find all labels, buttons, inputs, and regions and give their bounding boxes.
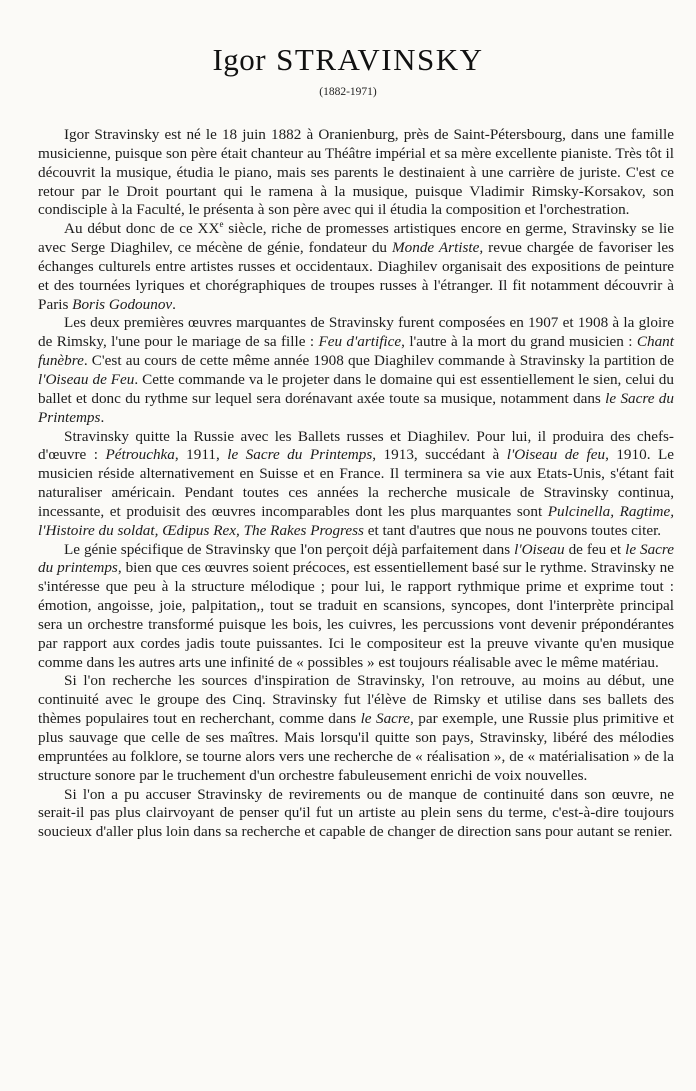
text-run: Le génie spécifique de Stravinsky que l'on perçoit déjà parfaitement dans [64, 540, 515, 558]
text-run: Si l'on recherche les sources d'inspiration de Stravinsky, l'on retrouve, au moins au début, une continuité avec le groupe des Cinq. Stravinsky fut l'élève de Rimsky et utilise dans ses ballets des thèmes populaires tout en recherchant, comme dans [38, 672, 674, 728]
title-first-name: Igor [212, 42, 267, 77]
italic-title: Chant funèbre [38, 333, 674, 370]
life-dates: (1882-1971) [319, 86, 377, 98]
italic-title: l'Oiseau de Feu [38, 370, 135, 388]
paragraph [38, 672, 674, 785]
text-run: revue chargée de favoriser les échanges culturels entre artistes russes et occidentaux. Diaghilev organisait des expositions de peinture et des tournées lyriques et chorégraphiques de troupes russes à l'étranger. Il fit notamment découvrir à Paris [38, 239, 674, 313]
text-run: , 1910. Le musicien réside alternativement en Suisse et en France. Il terminera sa vie aux Etats-Unis, s'étant fait naturaliser américain. Pendant toutes ces années la recherche musicale de Stravinsky continua, incessante, et produisit des œuvres incomparables dont les plus marquantes sont [38, 446, 674, 520]
italic-title: Pulcinella, Ragtime, l'Histoire du soldat, Œdipus Rex, The Rakes Progress [38, 502, 674, 539]
paragraph [38, 541, 674, 673]
italic-title: le Sacre du printemps [38, 540, 675, 577]
biography-text [38, 126, 674, 842]
paragraph [38, 428, 674, 541]
italic-title: l'Oiseau [514, 540, 565, 558]
text-run: , l'autre à la mort du grand musicien : [401, 333, 637, 351]
text-run: . C'est au cours de cette même année 1908 que Diaghilev commande à Stravinsky la partition de [83, 352, 674, 370]
italic-title: le Sacre du Printemps [38, 389, 674, 426]
text-run: Igor Stravinsky est né le 18 juin 1882 à Oranienburg, près de Saint-Pétersbourg, dans une famille musicienne, puisque son père était chanteur au Théâtre impérial et sa mère excellente pianiste. Très tôt il découvrit la musique, étudia le piano, mais ses parents le destinaient à une carrière de juriste. C'est ce retour par le Droit pourtant qui le ramena à la musique, puisque Vladimir Rimsky-Korsakov, son condisciple à la Faculté, le présenta à son père avec qui il étudia la composition et l'orchestration. [38, 126, 674, 219]
italic-title: le Sacre [360, 710, 411, 728]
text-run: , par exemple, une Russie plus primitive et plus sauvage que celle de ses maîtres. Mais lorsqu'il quitte son pays, Stravinsky, libéré des mélodies empruntées au folklore, se tourne alors vers une recherche de « réalisation », de « matérialisation » de la structure sonore par le truchement d'un orchestre fabuleusement enrichi de voix nouvelles. [38, 710, 674, 784]
page-title [0, 42, 696, 78]
text-run: siècle, riche de promesses artistiques encore en germe, Stravinsky se lie avec Serge Diaghilev, ce mécène de génie, fondateur du [38, 220, 675, 257]
text-run: . Cette commande va le projeter dans le domaine qui est essentiellement le sien, celui du ballet et donc du rythme sur lequel sera dorénavant axée toute sa musique, notamment dans [38, 370, 674, 407]
italic-title: Feu d'artifice [318, 333, 402, 351]
text-run: , 1911, [174, 446, 228, 464]
text-run: , bien que ces œuvres soient précoces, est essentiellement basé sur le rythme. Stravinsky ne s'intéresse que peu à la structure mélodique ; pour lui, le rapport rythmique prime et exprime tout : émotion, angoisse, joie, palpitation,, tout se traduit en scansions, syncopes, dont l'interprète principal sera un orchestre transformé puisque les bois, les cuivres, les percussions vont devenir prépondérantes par rapport aux cordes jadis toute puissantes. Ici le compositeur est la preuve vivante qu'en musique comme dans les autres arts une infinité de « possibles » est toujours réalisable avec le même matériau. [38, 559, 675, 671]
paragraph [38, 126, 674, 220]
text-run: . [172, 295, 176, 313]
paragraph [38, 220, 674, 314]
italic-title: Boris Godounov [72, 295, 173, 313]
text-run: Au début donc de ce XX [64, 220, 220, 238]
text-run: de feu et [564, 540, 626, 558]
superscript-text: e [219, 219, 224, 230]
title-surname: STRAVINSKY [276, 42, 484, 77]
italic-title: le Sacre du Printemps [227, 446, 373, 464]
text-run: Si l'on a pu accuser Stravinsky de revirements ou de manque de continuité dans son œuvre, ne serait-il pas plus clairvoyant de penser qu'il fut un artiste au plein sens du terme, c'est-à-dire toujours soucieux d'aller plus loin dans sa recherche et capable de changer de direction sans pour autant se renier. [38, 785, 674, 841]
text-run: , 1913, succédant à [372, 446, 507, 464]
text-run: Stravinsky quitte la Russie avec les Ballets russes et Diaghilev. Pour lui, il produira des chefs-d'œuvre : [38, 427, 674, 464]
text-run: et tant d'autres que nous ne pouvons toutes citer. [363, 521, 662, 539]
italic-title: Monde Artiste, [392, 239, 484, 257]
italic-title: l'Oiseau de feu [506, 446, 606, 464]
italic-title: Pétrouchka [105, 446, 175, 464]
paragraph [38, 314, 674, 427]
paragraph [38, 786, 674, 843]
text-run: Les deux premières œuvres marquantes de Stravinsky furent composées en 1907 et 1908 à la gloire de Rimsky, l'une pour le mariage de sa fille : [38, 314, 674, 351]
text-run: . [100, 408, 105, 426]
